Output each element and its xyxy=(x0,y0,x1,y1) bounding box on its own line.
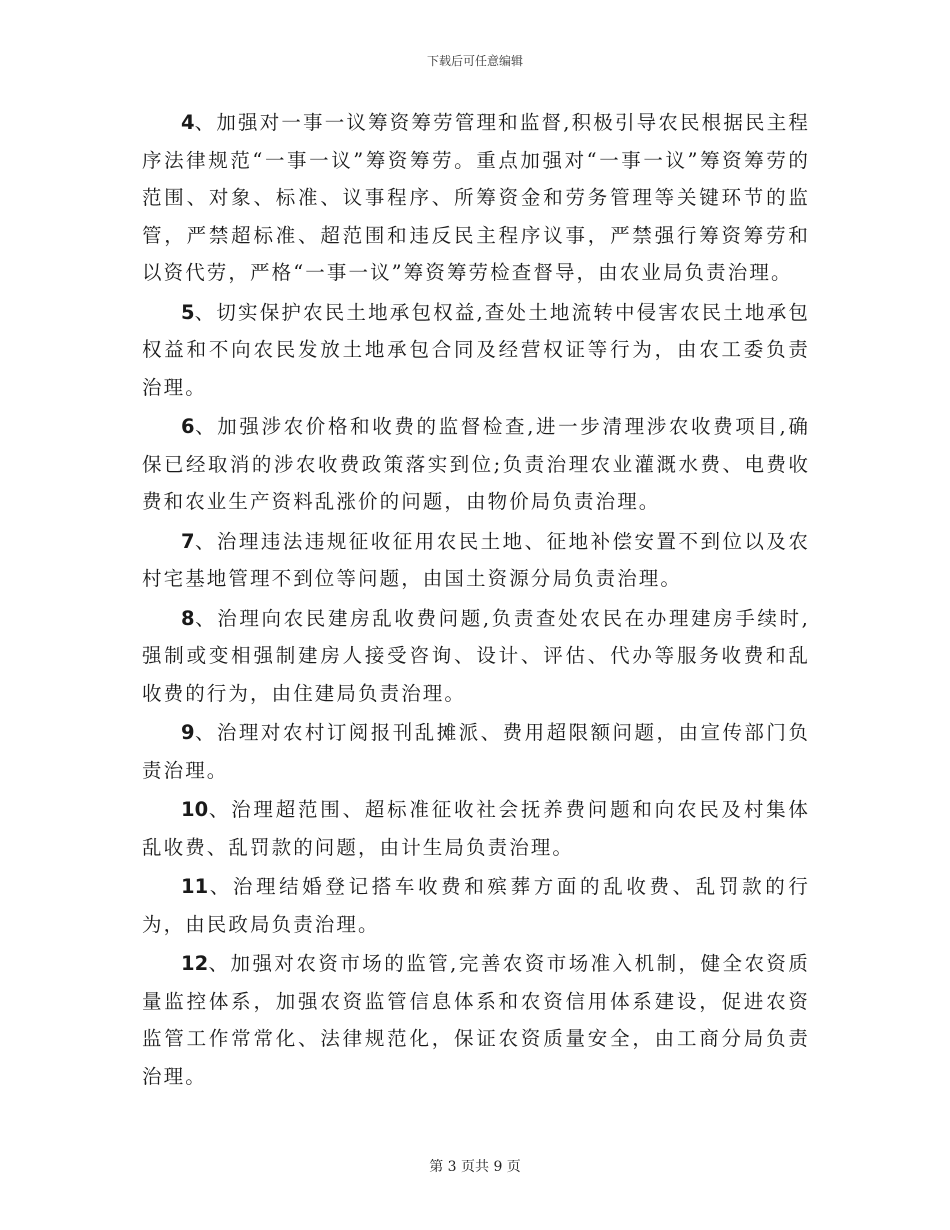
paragraph-number: 4 xyxy=(181,111,195,134)
paragraph-item-11 xyxy=(142,868,810,943)
paragraph-number: 8 xyxy=(181,606,195,630)
paragraph-number: 5 xyxy=(181,300,195,324)
paragraph-number: 11 xyxy=(181,875,209,898)
paragraph-item-7 xyxy=(142,523,810,598)
paragraph-number: 6 xyxy=(181,415,195,438)
paragraph-text: 、治理超范围、超标准征收社会抚养费问题和向农民及村集体乱收费、乱罚款的问题，由计生局负责治理。 xyxy=(142,798,810,859)
paragraph-text: 、切实保护农民土地承包权益,查处土地流转中侵害农民土地承包权益和不向农民发放土地承包合同及经营权证等行为，由农工委负责治理。 xyxy=(142,300,810,399)
paragraph-text: 、加强对一事一议筹资筹劳管理和监督,积极引导农民根据民主程序法律规范“一事一议”筹资筹劳。重点加强对“一事一议”筹资筹劳的范围、对象、标准、议事程序、所筹资金和劳务管理等关键环节的监管，严禁超标准、超范围和违反民主程序议事，严禁强行筹资筹劳和以资代劳，严格“一事一议”筹资筹劳检查督导，由农业局负责治理。 xyxy=(142,111,810,284)
paragraph-text: 、治理向农民建房乱收费问题,负责查处农民在办理建房手续时,强制或变相强制建房人接受咨询、设计、评估、代办等服务收费和乱收费的行为，由住建局负责治理。 xyxy=(142,606,810,705)
paragraph-item-9 xyxy=(142,714,810,789)
document-body xyxy=(142,104,810,1097)
page-number-footer: 第 3 页共 9 页 xyxy=(429,1159,521,1175)
paragraph-item-8 xyxy=(142,600,810,713)
paragraph-text: 、治理对农村订阅报刊乱摊派、费用超限额问题，由宣传部门负责治理。 xyxy=(142,721,810,782)
paragraph-number: 9 xyxy=(181,721,195,744)
paragraph-text: 、加强对农资市场的监管,完善农资市场准入机制，健全农资质量监控体系，加强农资监管信息体系和农资信用体系建设，促进农资监管工作常常化、法律规范化，保证农资质量安全，由工商分局负责治理。 xyxy=(142,952,810,1088)
page-header: 下载后可任意编辑 xyxy=(426,54,523,68)
paragraph-item-6 xyxy=(142,408,810,521)
paragraph-item-10 xyxy=(142,791,810,866)
paragraph-number: 10 xyxy=(181,798,209,821)
paragraph-number: 12 xyxy=(181,952,209,975)
paragraph-item-4 xyxy=(142,104,810,292)
paragraph-text: 、加强涉农价格和收费的监督检查,进一步清理涉农收费项目,确保已经取消的涉农收费政策落实到位;负责治理农业灌溉水费、电费收费和农业生产资料乱涨价的问题，由物价局负责治理。 xyxy=(142,415,810,513)
paragraph-item-5 xyxy=(142,294,810,407)
paragraph-text: 、治理结婚登记搭车收费和殡葬方面的乱收费、乱罚款的行为，由民政局负责治理。 xyxy=(142,875,810,936)
paragraph-number: 7 xyxy=(181,529,195,553)
paragraph-item-12 xyxy=(142,945,810,1095)
paragraph-text: 、治理违法违规征收征用农民土地、征地补偿安置不到位以及农村宅基地管理不到位等问题，由国土资源分局负责治理。 xyxy=(142,529,810,590)
